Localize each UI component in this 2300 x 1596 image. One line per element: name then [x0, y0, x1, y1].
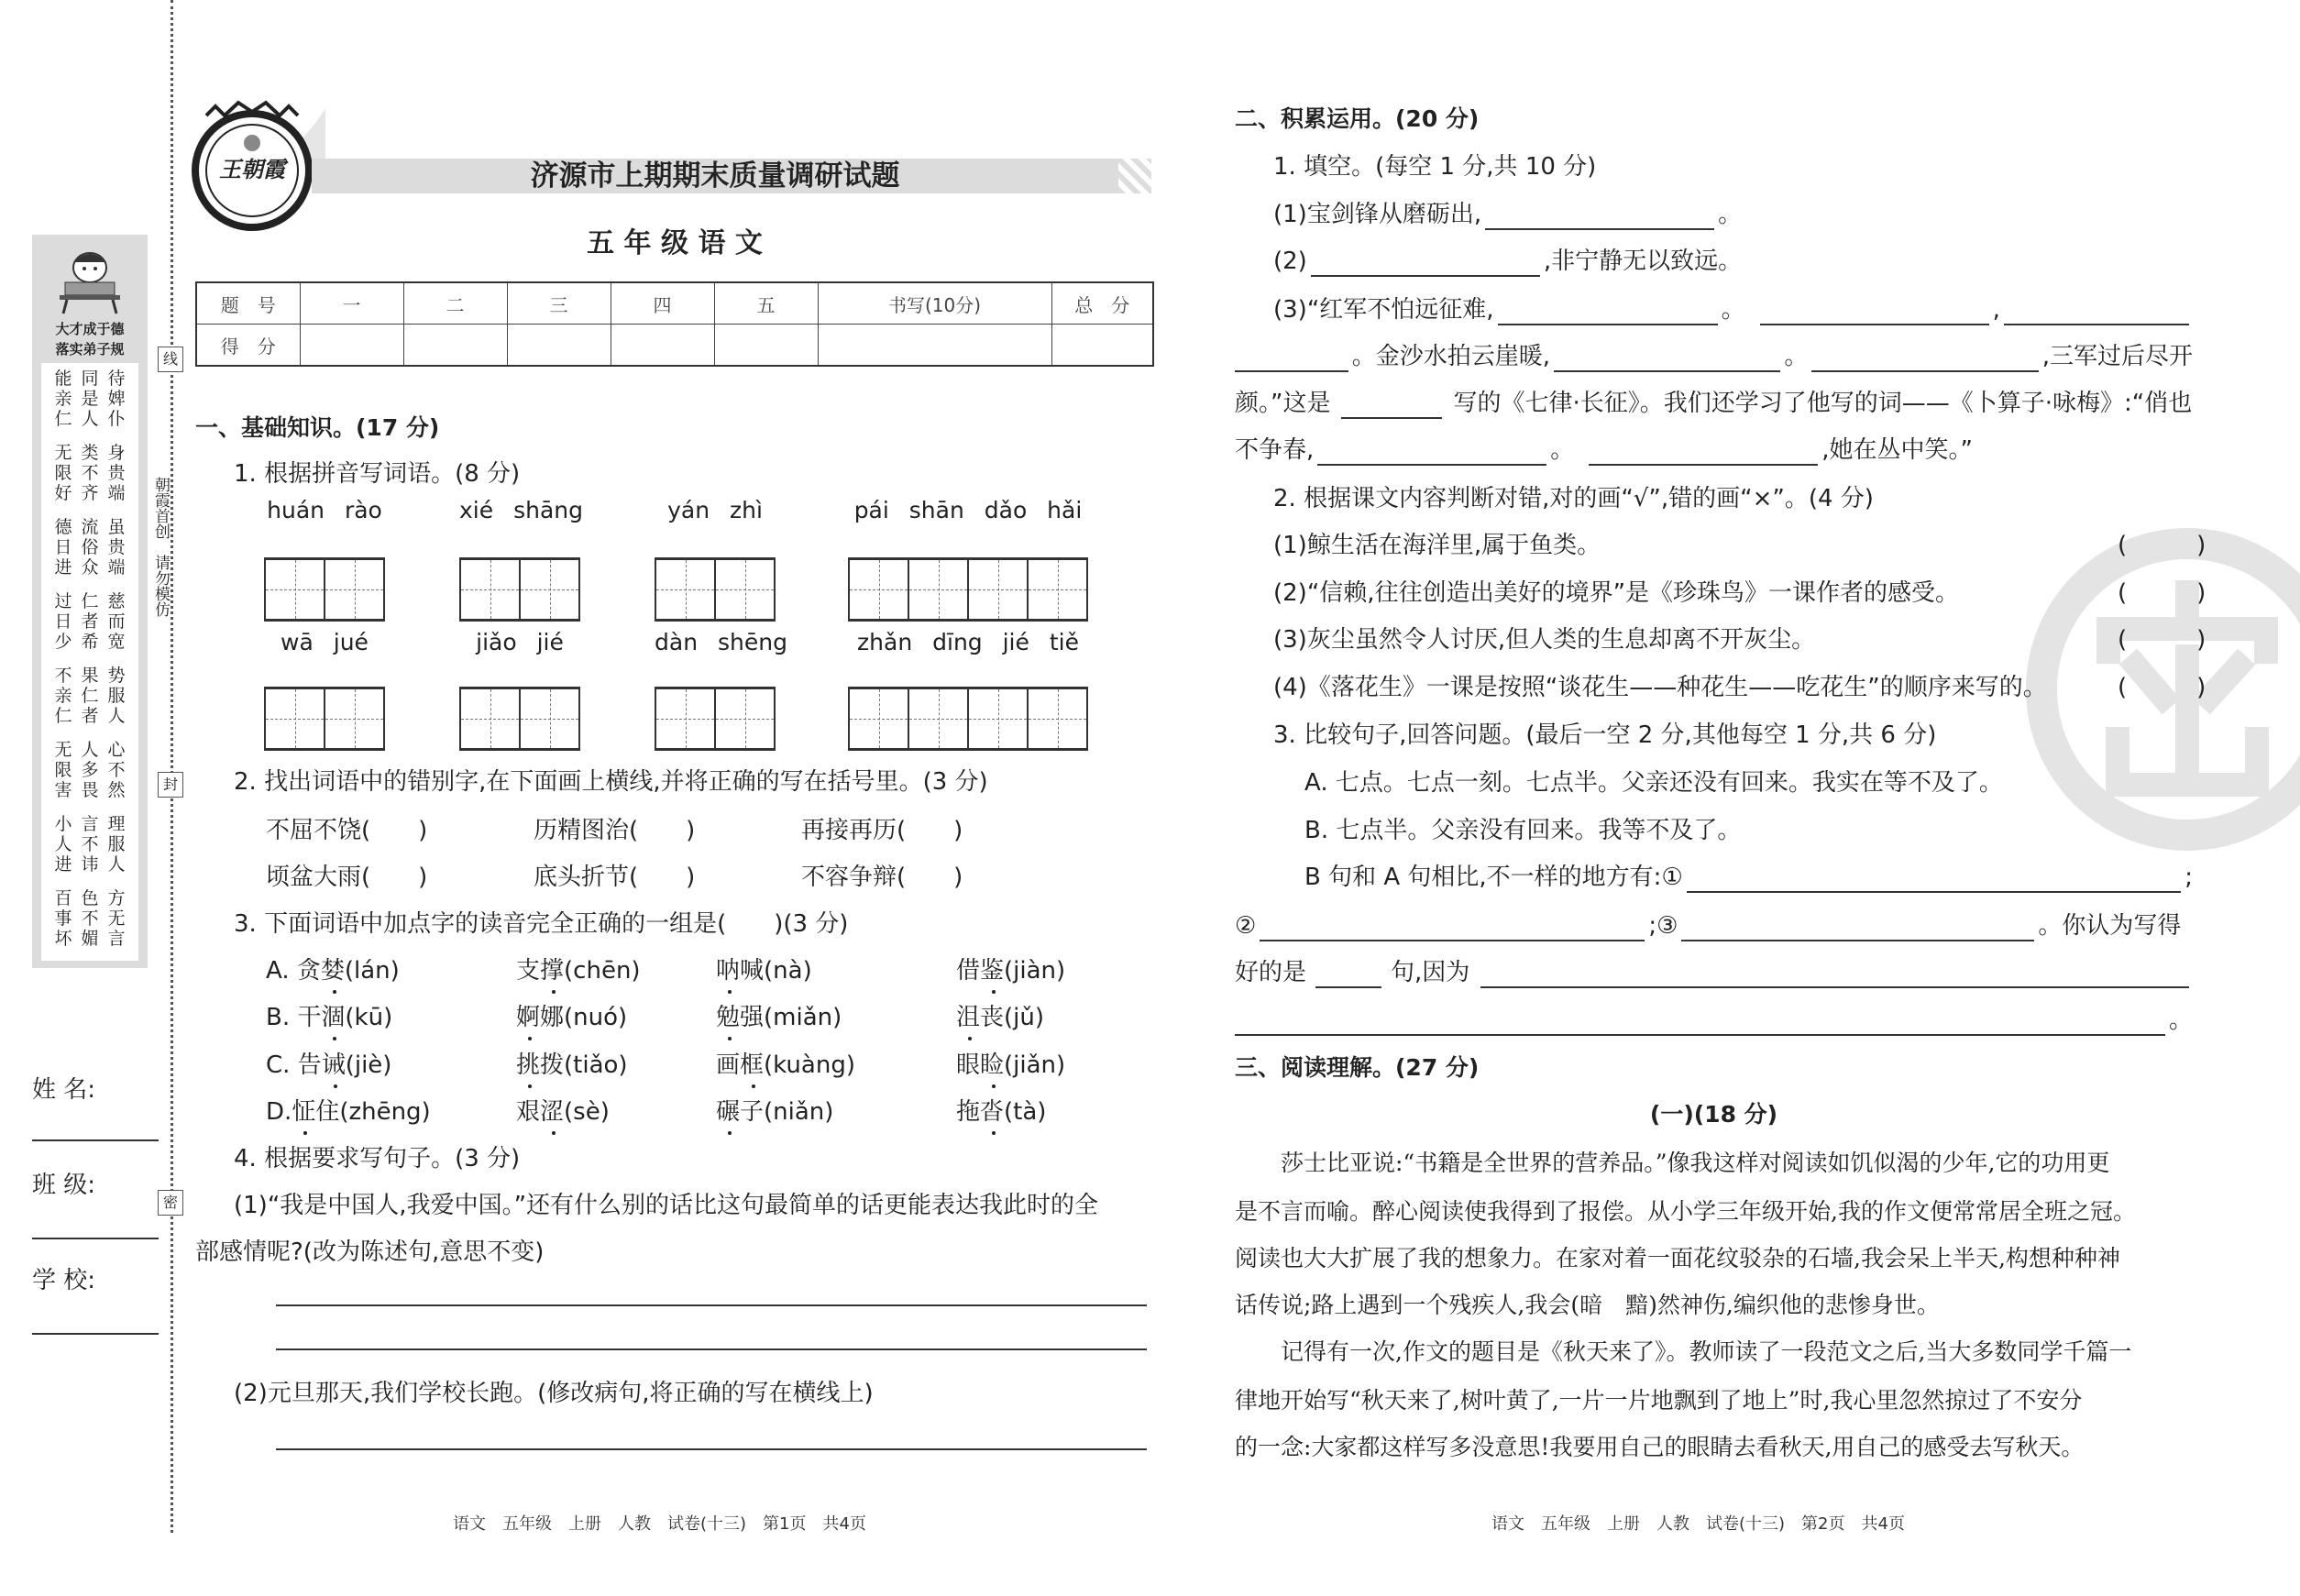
dotted-char: 鉴 [980, 957, 1005, 985]
poem-row: 德流虽 [54, 517, 135, 537]
poem-row: 能同待 [54, 369, 135, 389]
class-field[interactable] [32, 1238, 159, 1239]
fill-text: ;③ [1648, 912, 1678, 940]
dotted-char: 婀 [516, 1004, 541, 1031]
score-header: 题 号 [196, 282, 300, 325]
poem-row: 坏媚言 [54, 929, 135, 949]
school-label: 学 校: [32, 1267, 96, 1294]
fill-text: 。 [2168, 1007, 2193, 1034]
option-item [516, 1096, 610, 1128]
option-text: 住(zhēng) [315, 1098, 431, 1126]
sentence-a: A. 七点。七点一刻。七点半。父亲还没有回来。我实在等不及了。 [1304, 769, 2003, 797]
brand-name: 王朝霞 [219, 157, 285, 182]
option-text: 支 [516, 957, 541, 985]
option-item [956, 955, 1065, 986]
score-header: 一 [300, 282, 403, 325]
option-text: 画 [716, 1051, 741, 1079]
dotted-char: 勉 [716, 1004, 741, 1031]
dotted-char: 沓 [980, 1098, 1005, 1126]
passage-line: 的一念:大家都这样写多没意思!我要用自己的眼睛去看秋天,用自己的感受去写秋天。 [1235, 1434, 2085, 1460]
option-text: 强(miǎn) [740, 1004, 842, 1031]
fill-blank[interactable] [1311, 253, 1540, 277]
writing-cell[interactable] [850, 560, 909, 619]
poem-row: 限不贵 [54, 463, 135, 483]
poem-row: 人不服 [54, 834, 135, 854]
fill-blank[interactable] [1235, 1012, 2165, 1036]
fill-text: B 句和 A 句相比,不一样的地方有:① [1304, 864, 1683, 891]
option-text: (jiǎn) [1004, 1051, 1066, 1079]
option-text: 喊(nà) [740, 957, 812, 985]
fill-text: 不争春, [1235, 436, 1315, 464]
dotted-char: 碾 [716, 1098, 741, 1126]
fill-blank[interactable] [1589, 442, 1818, 466]
fill-blank[interactable] [1317, 442, 1546, 466]
pinyin-label: xié shāng [459, 497, 583, 523]
fill-1 [1273, 199, 1742, 230]
poem-row: 过仁慈 [54, 591, 135, 611]
passage-line: 阅读也大大扩展了我的想象力。在家对着一面花纹驳杂的石墙,我会呆上半天,构想种种神 [1235, 1245, 2120, 1271]
fill-blank[interactable] [1480, 964, 2189, 988]
score-cell[interactable] [714, 325, 818, 367]
fill-text: (1)宝剑锋从磨砺出, [1273, 201, 1482, 228]
character-grid [655, 557, 776, 622]
dotted-char: 怔 [292, 1098, 316, 1126]
option-text: 借 [956, 957, 981, 985]
fill-text: ; [2184, 864, 2193, 891]
option-item [956, 1050, 1065, 1081]
fill-3-author [1235, 388, 2192, 419]
writing-cell[interactable] [266, 689, 325, 748]
score-table-header-row [196, 282, 1153, 325]
score-header: 三 [507, 282, 611, 325]
fill-text: ,三军过后尽开 [2041, 343, 2193, 370]
sidebar-panel [32, 235, 148, 968]
score-cell[interactable] [818, 325, 1051, 367]
typo-item: 历精图治( ) [534, 817, 696, 844]
question-2-1: 1. 填空。(每空 1 分,共 10 分) [1273, 153, 1597, 181]
score-table [195, 281, 1154, 367]
fill-text: 句,因为 [1391, 959, 1470, 986]
page-footer: 语文 五年级 上册 人教 试卷(十三) 第2页 共4页 [1491, 1514, 1905, 1534]
student-cartoon-icon [58, 242, 122, 315]
option-item [266, 1050, 391, 1081]
writing-cell[interactable] [909, 560, 969, 619]
option-text: A. 贪 [266, 957, 321, 985]
score-cell[interactable] [300, 325, 403, 367]
answer-line[interactable] [276, 1448, 1147, 1450]
writing-cell[interactable] [656, 689, 716, 748]
score-header: 四 [611, 282, 714, 325]
character-grid [848, 557, 1088, 622]
option-text: 眼 [956, 1051, 981, 1079]
answer-line[interactable] [276, 1304, 1147, 1306]
answer-parentheses[interactable]: ( ) [2118, 626, 2214, 654]
class-label: 班 级: [32, 1172, 96, 1199]
answer-parentheses[interactable]: ( ) [2118, 673, 2214, 701]
dotted-char: 涩 [540, 1098, 565, 1126]
typo-item: 底头折节( ) [534, 864, 696, 891]
fill-blank[interactable] [1687, 869, 2181, 893]
writing-cell[interactable] [521, 689, 580, 748]
passage-line: 是不言而喻。醉心阅读使我得到了报偿。从小学三年级开始,我的作文便常常居全班之冠。 [1235, 1198, 2136, 1225]
option-item [956, 1002, 1044, 1033]
poem-row: 进讳人 [54, 854, 135, 875]
dotted-char: 诫 [321, 1051, 346, 1079]
fill-blank[interactable] [1554, 348, 1780, 372]
fill-blank[interactable] [1811, 348, 2038, 372]
option-item [516, 1002, 627, 1033]
question-1-2: 2. 找出词语中的错别字,在下面画上横线,并将正确的写在括号里。(3 分) [234, 768, 988, 796]
writing-cell[interactable] [1029, 689, 1088, 748]
option-text: (jiè) [345, 1051, 392, 1079]
dotted-char: 挑 [516, 1051, 541, 1079]
pinyin-label: huán rào [267, 497, 382, 523]
fill-text: 。 [1784, 343, 1809, 370]
character-grid [459, 687, 580, 751]
fill-blank[interactable] [1498, 302, 1718, 325]
section-2-heading: 二、积累运用。(20 分) [1235, 105, 1480, 132]
pinyin-label: pái shān dǎo hǎi [853, 497, 1083, 523]
option-item [716, 1002, 842, 1033]
motto-line: 落实弟子规 [55, 341, 125, 358]
exam-subtitle: 五 年 级 语 文 [587, 227, 763, 259]
binding-line [171, 0, 173, 1533]
judgement-statement: (4)《落花生》一课是按照“谈花生——种花生——吃花生”的顺序来写的。 [1273, 673, 2047, 701]
option-text: D. [266, 1098, 292, 1126]
fill-text: 颜。”这是 [1235, 390, 1331, 417]
title-bar-pattern [1118, 159, 1151, 193]
fill-3 [1273, 294, 2193, 325]
compare-line-2 [1235, 910, 2193, 941]
option-text: (jiàn) [1004, 957, 1066, 985]
writing-cell[interactable] [656, 560, 716, 619]
poem-row: 亲仁服 [54, 686, 135, 706]
writing-cell[interactable] [521, 560, 580, 619]
writing-cell[interactable] [969, 689, 1029, 748]
option-item [716, 1096, 833, 1128]
poem-row: 仁人仆 [54, 409, 135, 429]
compare-line-1 [1304, 862, 2193, 893]
option-text: (sè) [564, 1098, 610, 1126]
score-header: 五 [714, 282, 818, 325]
dotted-char: 涸 [321, 1004, 346, 1031]
poem-row: 好齐端 [54, 483, 135, 503]
typo-item: 不屈不饶( ) [266, 817, 428, 844]
option-item [266, 1096, 431, 1128]
sentence-b: B. 七点半。父亲没有回来。我等不及了。 [1304, 817, 1742, 844]
writing-cell[interactable] [909, 689, 969, 748]
fill-text: (2) [1273, 248, 1307, 275]
pinyin-label: dàn shēng [655, 629, 787, 655]
pinyin-label: zhǎn dīng jié tiě [857, 629, 1079, 655]
typo-item: 不容争辩( ) [801, 864, 963, 891]
writing-cell[interactable] [969, 560, 1029, 619]
typo-item: 再接再历( ) [801, 817, 963, 844]
poem-row: 不果势 [54, 666, 135, 686]
option-text: 丧(jǔ) [980, 1004, 1045, 1031]
character-grid [655, 687, 776, 751]
poem-row: 少希宽 [54, 632, 135, 652]
writing-cell[interactable] [461, 689, 521, 748]
question-1-4-1-line1: (1)“我是中国人,我爱中国。”还有什么别的话比这句最简单的话更能表达我此时的全 [234, 1192, 1099, 1219]
option-text: (kuàng) [764, 1051, 855, 1079]
fill-text: ,她在丛中笑。” [1821, 436, 1974, 464]
fill-text: 。 [1718, 201, 1743, 228]
writing-cell[interactable] [325, 689, 385, 748]
question-1-3: 3. 下面词语中加点字的读音完全正确的一组是( )(3 分) [234, 910, 849, 938]
dotted-char: 撑 [540, 957, 565, 985]
score-header: 书写(10分) [818, 282, 1051, 325]
question-1-4-2: (2)元旦那天,我们学校长跑。(修改病句,将正确的写在横线上) [234, 1380, 874, 1407]
character-grid [264, 687, 385, 751]
fill-text: 写的《七律·长征》。我们还学习了他写的词——《卜算子·咏梅》:“俏也 [1453, 390, 2193, 417]
option-item [266, 1002, 392, 1033]
passage-line: 记得有一次,作文的题目是《秋天来了》。教师读了一段范文之后,当大多数同学千篇一 [1281, 1338, 2132, 1365]
option-item [716, 1050, 855, 1081]
judgement-statement: (2)“信赖,往往创造出美好的境界”是《珍珠鸟》一课作者的感受。 [1273, 578, 1960, 607]
option-text: 拖 [956, 1098, 981, 1126]
dotted-char: 呐 [716, 957, 741, 985]
cut-label-mi: 密 [158, 1190, 183, 1216]
page-footer: 语文 五年级 上册 人教 试卷(十三) 第1页 共4页 [453, 1514, 866, 1534]
poem-row: 百色方 [54, 888, 135, 908]
fill-blank[interactable] [1760, 302, 1989, 325]
option-text: 子(niǎn) [740, 1098, 834, 1126]
option-text: (chēn) [564, 957, 641, 985]
passage-line: 律地开始写“秋天来了,树叶黄了,一片一片地飘到了地上”时,我心里忽然掠过了不安分 [1235, 1387, 2083, 1414]
character-grid [264, 557, 385, 622]
name-label: 姓 名: [32, 1076, 96, 1104]
option-item [956, 1096, 1046, 1128]
option-text: B. 干 [266, 1004, 322, 1031]
option-text: 艰 [516, 1098, 541, 1126]
pinyin-label: jiǎo jié [476, 629, 564, 655]
fill-3-cont [1235, 341, 2193, 372]
answer-line[interactable] [276, 1348, 1147, 1350]
score-cell[interactable] [403, 325, 507, 367]
fill-text: 。你认为写得 [2038, 912, 2182, 940]
fill-blank[interactable] [2004, 302, 2189, 325]
fill-3-poem [1235, 435, 1973, 466]
fill-blank[interactable] [1681, 918, 2034, 941]
motto-line: 大才成于德 [55, 321, 125, 337]
answer-parentheses[interactable]: ( ) [2118, 578, 2214, 607]
fill-blank[interactable] [1235, 348, 1348, 372]
poem-row: 日者而 [54, 611, 135, 632]
score-header: 二 [403, 282, 507, 325]
option-text: (lán) [344, 957, 400, 985]
writing-cell[interactable] [1029, 560, 1088, 619]
score-row-label: 得 分 [196, 325, 300, 367]
score-cell[interactable] [611, 325, 714, 367]
compare-line-4 [1235, 1005, 2193, 1036]
fill-blank[interactable] [1341, 395, 1442, 419]
fill-blank[interactable] [1485, 206, 1714, 230]
fill-text: 。 [1550, 436, 1575, 464]
cut-label-feng: 封 [158, 772, 183, 798]
passage-line: 话传说;路上遇到一个残疾人,我会(暗 黯)然神伤,编织他的悲惨身世。 [1235, 1292, 1940, 1318]
question-2-3: 3. 比较句子,回答问题。(最后一空 2 分,其他每空 1 分,共 6 分) [1273, 721, 1937, 749]
fill-text: 。 [1721, 296, 1745, 324]
option-item [516, 955, 641, 986]
fill-text: (3)“红军不怕远征难, [1273, 296, 1494, 324]
pinyin-label: wā jué [281, 629, 369, 655]
fill-text: ,非宁静无以致远。 [1543, 248, 1743, 275]
compare-line-3 [1235, 957, 2193, 988]
poem-row: 无人心 [54, 740, 135, 760]
writing-cell[interactable] [850, 689, 909, 748]
writing-cell[interactable] [716, 689, 776, 748]
judgement-statement: (1)鲸生活在海洋里,属于鱼类。 [1273, 532, 1601, 559]
poem-row: 事不无 [54, 908, 135, 929]
poem-row: 亲是婢 [54, 389, 135, 409]
cut-label-xian: 线 [158, 347, 183, 372]
question-1-4-1-line2: 部感情呢?(改为陈述句,意思不变) [195, 1238, 545, 1266]
option-text: C. 告 [266, 1051, 322, 1079]
exam-title: 济源市上期期末质量调研试题 [530, 160, 900, 193]
dotted-char: 沮 [956, 1004, 981, 1031]
dotted-char: 婪 [320, 957, 345, 985]
section-3-heading: 三、阅读理解。(27 分) [1235, 1054, 1480, 1081]
typo-item: 顷盆大雨( ) [266, 864, 428, 891]
dotted-char: 框 [740, 1051, 765, 1079]
score-cell[interactable] [1051, 325, 1153, 367]
poem-row: 害畏然 [54, 780, 135, 800]
option-item [516, 1050, 628, 1081]
answer-parentheses[interactable]: ( ) [2118, 532, 2214, 559]
copyright-warning: 朝霞首创 请勿模仿 [151, 477, 170, 617]
character-grid [459, 557, 580, 622]
score-table-score-row [196, 325, 1153, 367]
writing-cell[interactable] [266, 560, 325, 619]
passage-line: 莎士比亚说:“书籍是全世界的营养品。”像我这样对阅读如饥似渴的少年,它的功用更 [1281, 1150, 2110, 1176]
fill-text: 。金沙水拍云崖暖, [1351, 343, 1550, 370]
option-text: (kū) [345, 1004, 393, 1031]
question-2-2: 2. 根据课文内容判断对错,对的画“√”,错的画“×”。(4 分) [1273, 485, 1874, 512]
fill-blank[interactable] [1315, 964, 1381, 988]
option-text: 娜(nuó) [540, 1004, 628, 1031]
writing-cell[interactable] [716, 560, 776, 619]
writing-cell[interactable] [461, 560, 521, 619]
di-zi-gui-poem [41, 363, 138, 961]
score-header: 总 分 [1051, 282, 1153, 325]
poem-row: 进众端 [54, 557, 135, 578]
name-field[interactable] [32, 1139, 159, 1141]
question-1-1: 1. 根据拼音写词语。(8 分) [234, 460, 521, 488]
option-item [266, 955, 400, 986]
fill-2 [1273, 246, 1742, 277]
poem-row: 无类身 [54, 443, 135, 463]
score-cell[interactable] [507, 325, 611, 367]
school-field[interactable] [32, 1333, 159, 1335]
question-1-4: 4. 根据要求写句子。(3 分) [234, 1145, 521, 1172]
judgement-statement: (3)灰尘虽然令人讨厌,但人类的生息却离不开灰尘。 [1273, 626, 1816, 654]
character-grid [848, 687, 1088, 751]
poem-row: 小言理 [54, 814, 135, 834]
dotted-char: 睑 [980, 1051, 1005, 1079]
poem-row: 日俗贵 [54, 537, 135, 557]
option-text: 拨(tiǎo) [540, 1051, 628, 1079]
section-1-heading: 一、基础知识。(17 分) [195, 414, 440, 441]
fill-text: , [1992, 296, 2000, 324]
fill-text: ② [1235, 912, 1257, 940]
pinyin-label: yán zhì [667, 497, 763, 523]
poem-row: 仁者人 [54, 706, 135, 726]
reading-part-1-heading: (一)(18 分) [1649, 1101, 1778, 1128]
option-item [716, 955, 812, 986]
fill-blank[interactable] [1260, 918, 1645, 941]
writing-cell[interactable] [325, 560, 385, 619]
option-text: (tà) [1004, 1098, 1047, 1126]
fill-text: 好的是 [1235, 959, 1307, 986]
poem-row: 限多不 [54, 760, 135, 780]
